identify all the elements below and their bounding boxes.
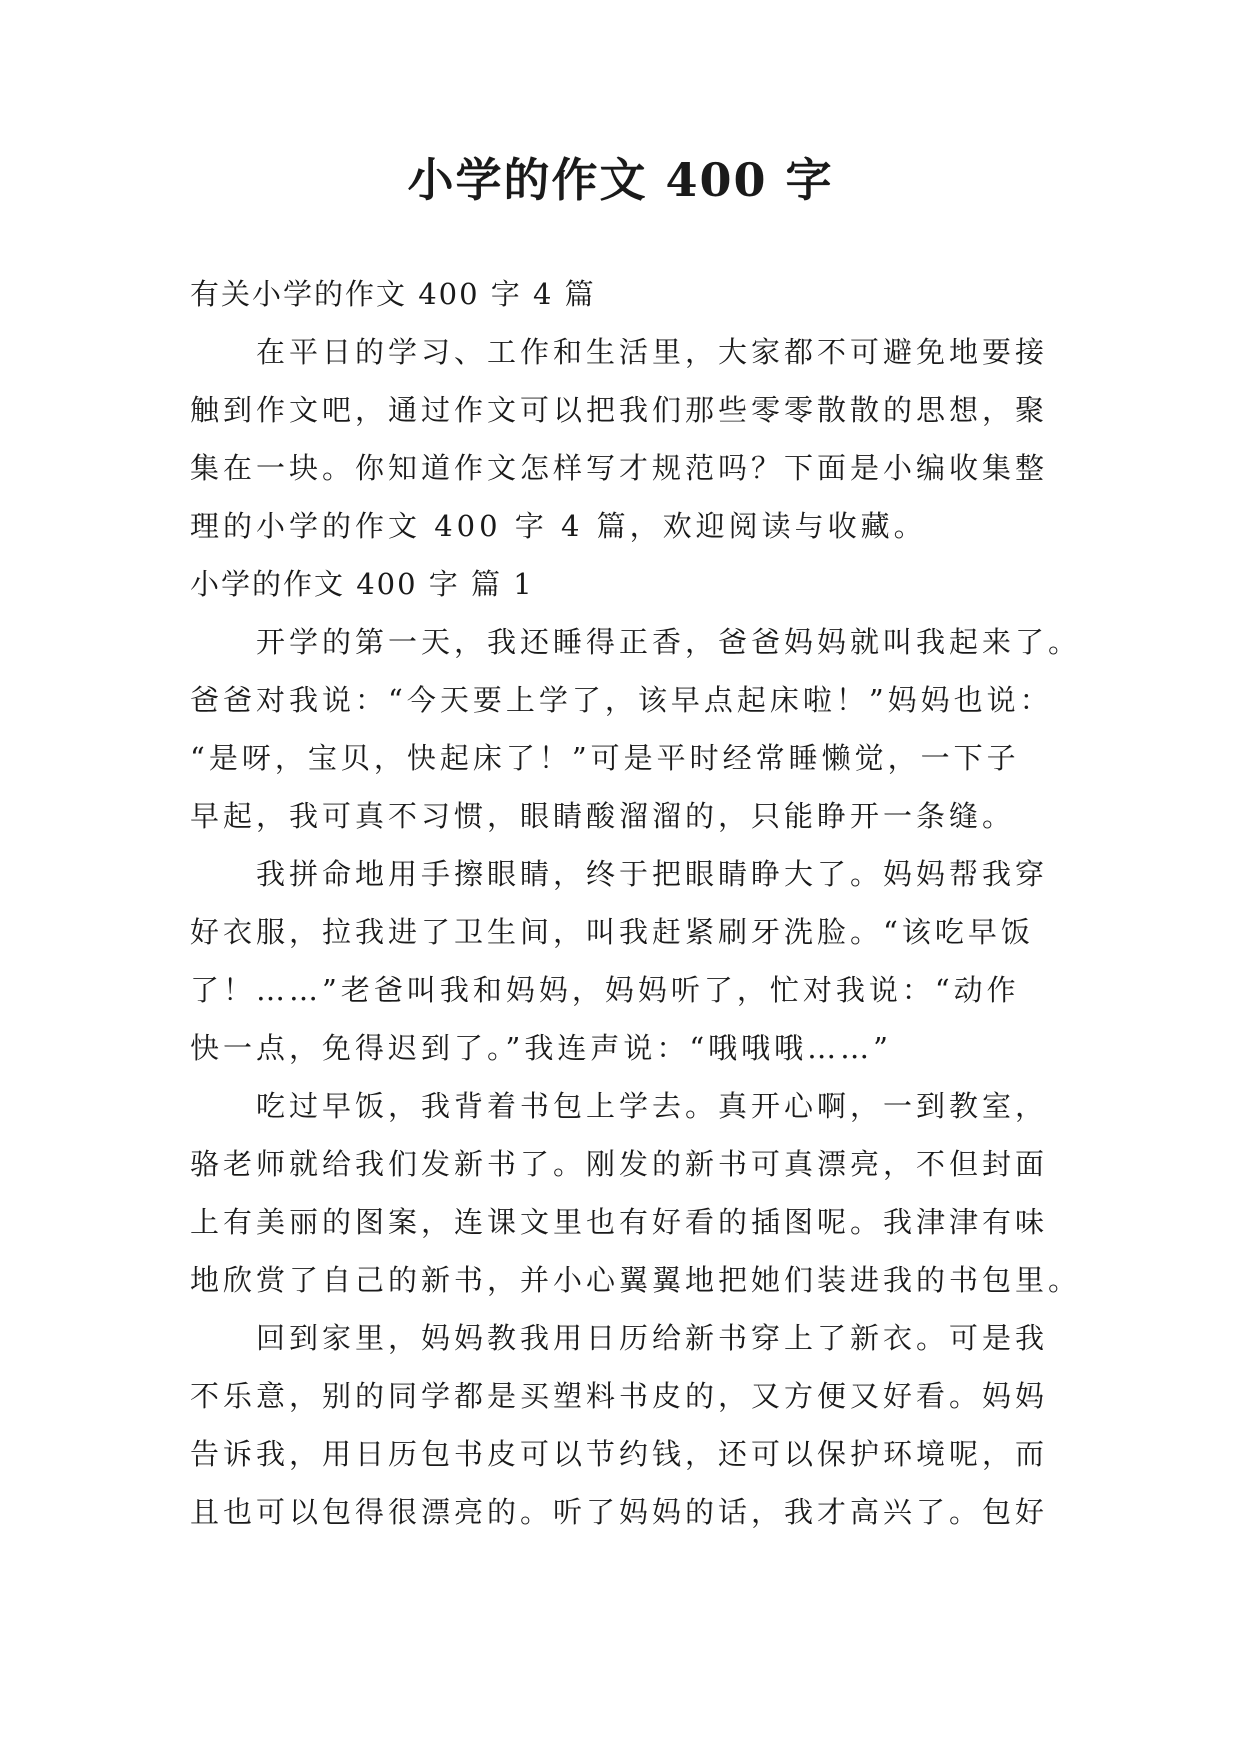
- paragraph-line: 开学的第一天，我还睡得正香，爸爸妈妈就叫我起来了。: [256, 625, 1082, 659]
- paragraph-line: 触到作文吧，通过作文可以把我们那些零零散散的思想，聚: [190, 393, 1049, 427]
- paragraph-line: 了！……”老爸叫我和妈妈，妈妈听了，忙对我说：“动作: [190, 973, 1020, 1007]
- paragraph-line: 好衣服，拉我进了卫生间，叫我赶紧刷牙洗脸。“该吃早饭: [190, 915, 1034, 949]
- section-heading: [190, 265, 1070, 323]
- paragraph-line: 告诉我，用日历包书皮可以节约钱，还可以保护环境呢，而: [190, 1437, 1049, 1471]
- paragraph-line: 骆老师就给我们发新书了。刚发的新书可真漂亮，不但封面: [190, 1147, 1049, 1181]
- paragraph: [190, 1077, 1082, 1309]
- paragraph-line: 我拼命地用手擦眼睛，终于把眼睛睁大了。妈妈帮我穿: [256, 857, 1049, 891]
- heading-line: 小学的作文 400 字 篇 1: [190, 567, 534, 601]
- paragraph-line: 上有美丽的图案，连课文里也有好看的插图呢。我津津有味: [190, 1205, 1049, 1239]
- paragraph-line: 地欣赏了自己的新书，并小心翼翼地把她们装进我的书包里。: [190, 1263, 1082, 1297]
- heading-line: 有关小学的作文 400 字 4 篇: [190, 277, 596, 311]
- paragraph: [190, 845, 1070, 1077]
- paragraph-line: 且也可以包得很漂亮的。听了妈妈的话，我才高兴了。包好: [190, 1495, 1049, 1529]
- paragraph: [190, 323, 1070, 555]
- paragraph-line: 集在一块。你知道作文怎样写才规范吗？下面是小编收集整: [190, 451, 1049, 485]
- paragraph-line: 快一点，免得迟到了。”我连声说：“哦哦哦……”: [190, 1031, 892, 1065]
- paragraph-line: 吃过早饭，我背着书包上学去。真开心啊，一到教室，: [256, 1089, 1049, 1123]
- paragraph-line: 回到家里，妈妈教我用日历给新书穿上了新衣。可是我: [256, 1321, 1049, 1355]
- paragraph-line: 早起，我可真不习惯，眼睛酸溜溜的，只能睁开一条缝。: [190, 799, 1016, 833]
- section-heading: [190, 555, 1070, 613]
- paragraph-line: “是呀，宝贝，快起床了！”可是平时经常睡懒觉，一下子: [190, 741, 1020, 775]
- paragraph-line: 不乐意，别的同学都是买塑料书皮的，又方便又好看。妈妈: [190, 1379, 1049, 1413]
- paragraph-line: 在平日的学习、工作和生活里，大家都不可避免地要接: [256, 335, 1049, 369]
- document-title: 小学的作文 400 字: [407, 153, 834, 207]
- paragraph: [190, 613, 1082, 845]
- paragraph-line: 理的小学的作文 400 字 4 篇，欢迎阅读与收藏。: [190, 509, 927, 543]
- paragraph-line: 爸爸对我说：“今天要上学了，该早点起床啦！”妈妈也说：: [190, 683, 1053, 717]
- document-body: [190, 265, 1082, 1541]
- paragraph: [190, 1309, 1070, 1541]
